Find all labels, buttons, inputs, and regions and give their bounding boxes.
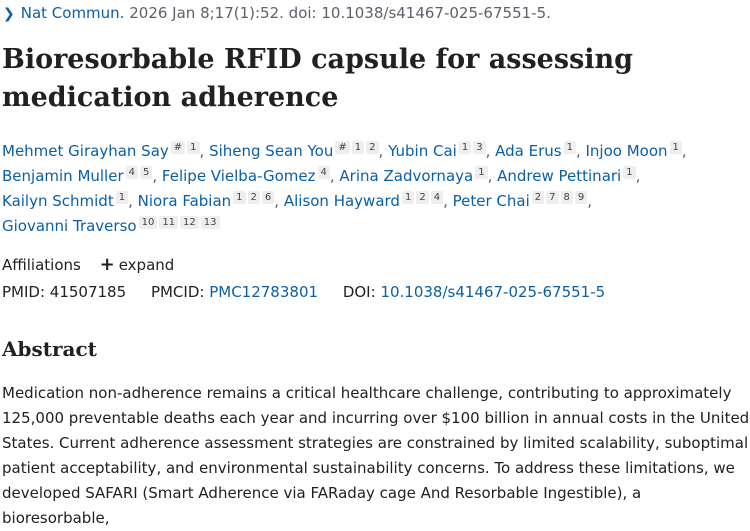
author-entry [495, 142, 576, 160]
author-link[interactable]: Giovanni Traverso [2, 217, 137, 235]
affiliation-badge[interactable]: 1 [116, 191, 128, 204]
citation-details: 2026 Jan 8;17(1):52. doi: 10.1038/s41467-025-67551-5. [129, 4, 551, 22]
author-link[interactable]: Ada Erus [495, 142, 562, 160]
affiliation-badge[interactable]: 1 [402, 191, 414, 204]
author-entry [388, 142, 486, 160]
author-link[interactable]: Andrew Pettinari [497, 167, 622, 185]
abstract-text: Medication non-adherence remains a critical healthcare challenge, contributing to approximately 125,000 preventable deaths each year and incurring over $100 billion in annual costs in the United States. Current adherence assessment strategies are constrained by limited scalability, suboptimal patient acceptability, and environmental sustainability concerns. To address these limitations, we developed SAFARI (Smart Adherence via FARaday cage And Resorbable Ingestible), a bioresorbable, [2, 384, 750, 527]
citation-line [3, 4, 551, 22]
author-link[interactable]: Injoo Moon [585, 142, 668, 160]
pmcid-label: PMCID: [150, 283, 205, 301]
affiliation-badge[interactable]: 2 [532, 191, 544, 204]
author-link[interactable]: Alison Hayward [283, 192, 400, 210]
author-entry [453, 192, 588, 210]
chevron-right-icon[interactable]: ❯ [3, 6, 15, 22]
affiliation-badge[interactable]: 13 [201, 216, 220, 229]
plus-icon[interactable]: + [99, 254, 115, 275]
author-link[interactable]: Mehmet Girayhan Say [2, 142, 169, 160]
affiliation-badge[interactable]: 5 [140, 166, 152, 179]
author-link[interactable]: Benjamin Muller [2, 167, 124, 185]
affiliation-badge[interactable]: 1 [623, 166, 635, 179]
affiliation-badge[interactable]: 1 [459, 141, 471, 154]
pmcid-link[interactable]: PMC12783801 [209, 283, 319, 301]
author-entry [2, 217, 220, 235]
author-link[interactable]: Peter Chai [452, 192, 530, 210]
affiliation-badge[interactable]: 4 [318, 166, 330, 179]
author-entry [2, 167, 152, 185]
author-link[interactable]: Arina Zadvornaya [339, 167, 474, 185]
author-link[interactable]: Felipe Vielba-Gomez [161, 167, 316, 185]
journal-link[interactable]: Nat Commun. [20, 4, 125, 22]
author-entry [284, 192, 443, 210]
author-entry [2, 192, 128, 210]
author-list: Mehmet Girayhan Say # 1 , Siheng Sean You # 1 2 , Yubin Cai 1 3 , Ada Erus 1 , Injoo Moon 1 , Benjamin Muller 4 5 , Felipe Vielba-Gomez 4 , Arina Zadvornaya 1 , Andrew Pettinari 1 , Kailyn Schmidt 1 , Niora Fabian 1 2 6 , Alison Hayward 1 2 4 , Peter Chai 2 7 8 9 , Giovanni Traverso 10 11 12 13 [2, 142, 687, 235]
expand-toggle[interactable]: expand [118, 256, 175, 274]
author-entry [138, 192, 275, 210]
identifiers-row [2, 283, 605, 301]
affiliation-badge[interactable]: 6 [262, 191, 274, 204]
author-link[interactable]: Kailyn Schmidt [2, 192, 114, 210]
article-title: Bioresorbable RFID capsule for assessing medication adherence [2, 44, 634, 113]
author-entry [2, 142, 200, 160]
pmid-label: PMID: [2, 283, 46, 301]
author-entry [209, 142, 378, 160]
affiliation-badge[interactable]: 4 [431, 191, 443, 204]
author-entry [339, 167, 487, 185]
affiliation-badge[interactable]: 1 [352, 141, 364, 154]
author-link[interactable]: Yubin Cai [388, 142, 457, 160]
author-link[interactable]: Siheng Sean You [209, 142, 334, 160]
affiliations-label: Affiliations [2, 256, 81, 274]
affiliation-badge[interactable]: 8 [561, 191, 573, 204]
affiliation-badge[interactable]: 12 [180, 216, 199, 229]
affiliation-badge[interactable]: 1 [670, 141, 682, 154]
affiliation-badge[interactable]: 1 [233, 191, 245, 204]
doi-label: DOI: [342, 283, 376, 301]
affiliation-badge[interactable]: 3 [473, 141, 485, 154]
author-entry [162, 167, 330, 185]
affiliation-badge[interactable]: 11 [159, 216, 178, 229]
equal-contribution-badge[interactable]: # [171, 141, 185, 154]
affiliation-badge[interactable]: 9 [575, 191, 587, 204]
abstract-heading: Abstract [2, 337, 97, 361]
equal-contribution-badge[interactable]: # [335, 141, 349, 154]
affiliation-badge[interactable]: 2 [366, 141, 378, 154]
affiliation-badge[interactable]: 1 [564, 141, 576, 154]
affiliation-badge[interactable]: 1 [187, 141, 199, 154]
affiliation-badge[interactable]: 1 [475, 166, 487, 179]
author-entry [497, 167, 635, 185]
affiliation-badge[interactable]: 2 [248, 191, 260, 204]
affiliation-badge[interactable]: 2 [416, 191, 428, 204]
author-link[interactable]: Niora Fabian [137, 192, 232, 210]
affiliation-badge[interactable]: 7 [546, 191, 558, 204]
doi-link[interactable]: 10.1038/s41467-025-67551-5 [380, 283, 606, 301]
affiliation-badge[interactable]: 4 [126, 166, 138, 179]
author-entry [585, 142, 681, 160]
affiliation-badge[interactable]: 10 [139, 216, 158, 229]
affiliations-row [2, 254, 174, 275]
pmid-value: 41507185 [49, 283, 127, 301]
